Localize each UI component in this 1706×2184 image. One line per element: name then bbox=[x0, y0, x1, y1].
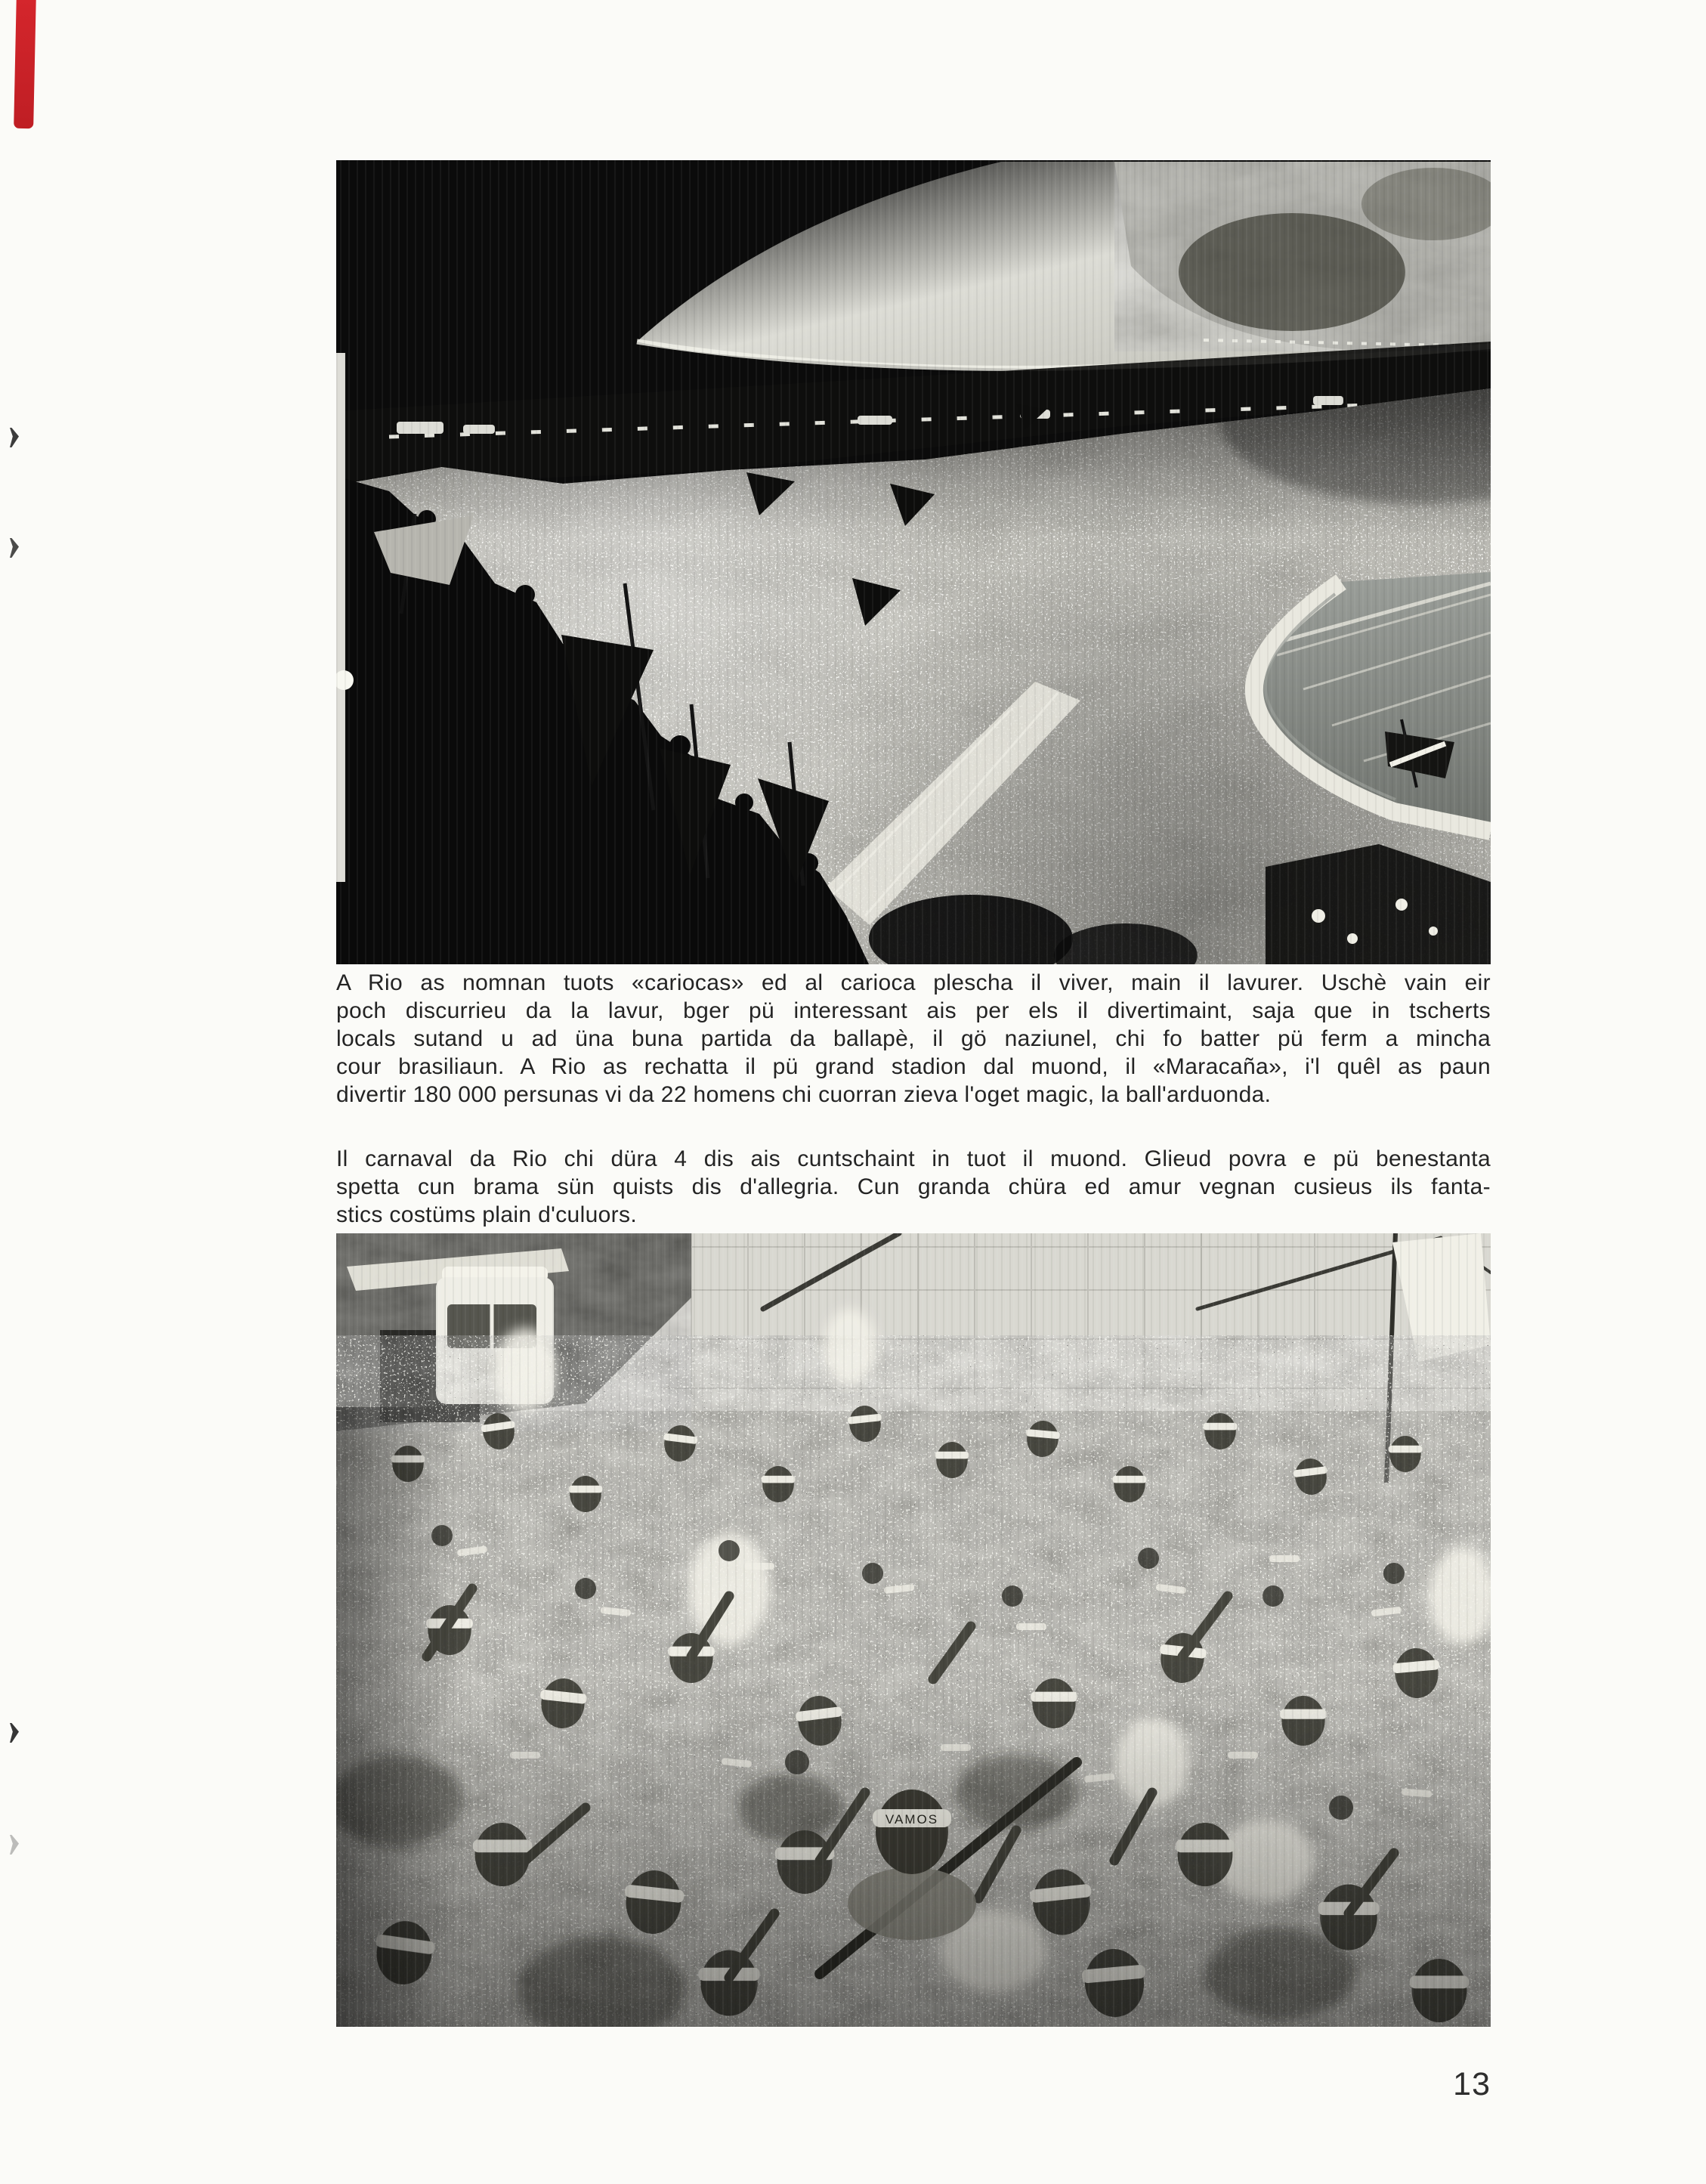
stadium-photo bbox=[336, 160, 1491, 964]
left-shading bbox=[336, 1407, 457, 2027]
paragraph-line: locals sutand u ad üna buna partida da ballapè, il gö naziunel, chi fo batter pü ferm a mincha bbox=[336, 1026, 1491, 1051]
margin-tick-icon bbox=[10, 1835, 19, 1855]
margin-tick-icon bbox=[10, 428, 19, 447]
carnival-paragraph bbox=[336, 1145, 1491, 1229]
intro-paragraph bbox=[336, 969, 1491, 1109]
paragraph-line: stics costüms plain d'culuors. bbox=[336, 1202, 638, 1227]
red-registration-mark bbox=[14, 0, 36, 128]
bottom-shading bbox=[336, 1687, 1491, 2027]
page-number: 13 bbox=[1453, 2066, 1491, 2102]
paragraph-line: A Rio as nomnan tuots «cariocas» ed al carioca plescha il viver, main il lavurer. Uschè vain eir bbox=[336, 970, 1491, 995]
margin-tick-icon bbox=[10, 538, 19, 558]
carnival-photo bbox=[336, 1233, 1491, 2027]
margin-tick-icon bbox=[10, 1723, 19, 1743]
paragraph-line: Il carnaval da Rio chi düra 4 dis ais cuntschaint in tuot il muond. Glieud povra e pü benestanta bbox=[336, 1146, 1491, 1171]
paragraph-line: divertir 180 000 persunas vi da 22 homens chi cuorran zieva l'oget magic, la ball'arduonda. bbox=[336, 1082, 1272, 1107]
paragraph-line: cour brasiliaun. A Rio as rechatta il pü grand stadion dal muond, il «Maracaña», i'l quêl as paun bbox=[336, 1054, 1491, 1079]
paragraph-line: poch discurrieu da la lavur, bger pü interessant ais per els il divertimaint, saja que in tscherts bbox=[336, 998, 1491, 1023]
paragraph-line: spetta cun brama sün quists dis d'allegria. Cun granda chüra ed amur vegnan cusieus ils fanta- bbox=[336, 1174, 1491, 1199]
